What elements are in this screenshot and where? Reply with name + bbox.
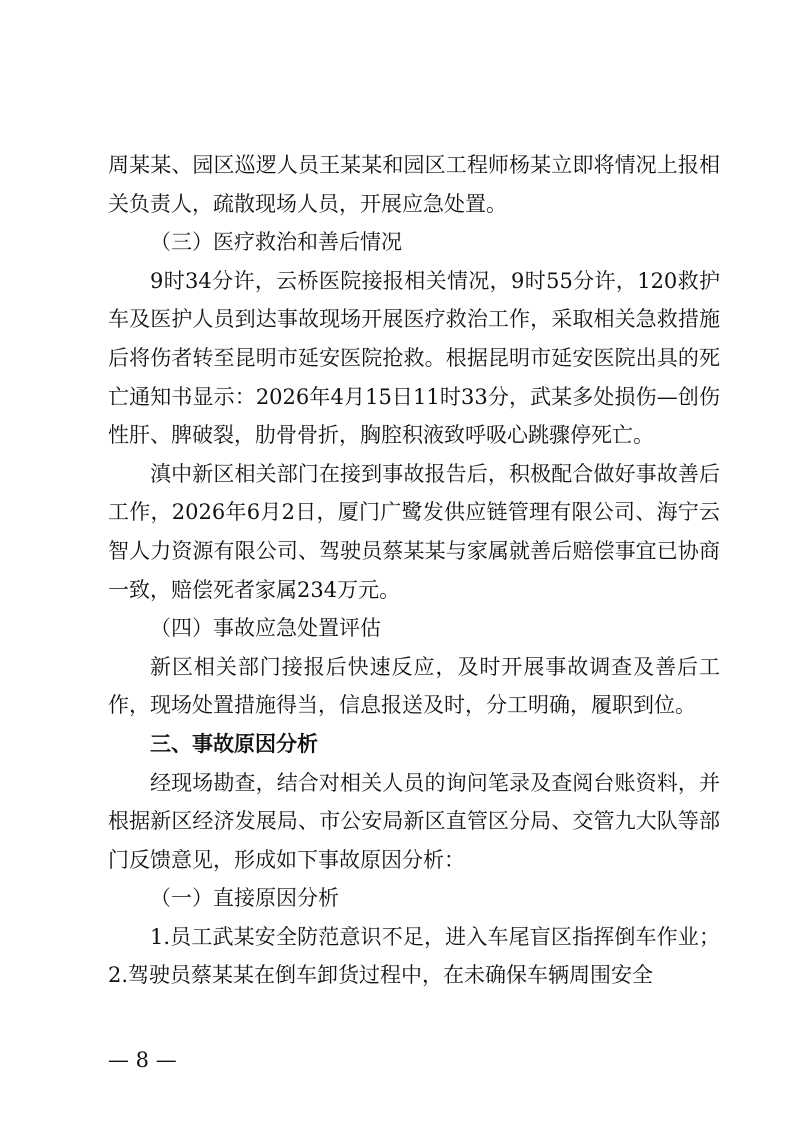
- paragraph-aftermath: 滇中新区相关部门在接到事故报告后，积极配合做好事故善后工作，2026年6月2日，厦门广鹭发供应链管理有限公司、海宁云智人力资源有限公司、驾驶员蔡某某与家属就善后赔偿事宜已协商一致，赔偿死者家属234万元。: [108, 461, 720, 602]
- page-number: — 8 —: [108, 1048, 177, 1072]
- paragraph-cause-analysis: 经现场勘查，结合对相关人员的询问笔录及查阅台账资料，并根据新区经济发展局、市公安局新区直管区分局、交管九大队等部门反馈意见，形成如下事故原因分析：: [108, 770, 720, 872]
- heading-cause-analysis: 三、事故原因分析: [150, 730, 318, 756]
- paragraph-continuation: 周某某、园区巡逻人员王某某和园区工程师杨某立即将情况上报相关负责人，疏散现场人员，开展应急处置。: [108, 153, 720, 216]
- paragraph-emergency-evaluation: 新区相关部门接报后快速反应，及时开展事故调查及善后工作，现场处置措施得当，信息报送及时，分工明确，履职到位。: [108, 654, 720, 718]
- paragraph-direct-cause: 1.员工武某安全防范意识不足，进入车尾盲区指挥倒车作业；2.驾驶员蔡某某在倒车卸货过程中，在未确保车辆周围安全: [108, 924, 720, 988]
- subheading-emergency-evaluation: （四）事故应急处置评估: [150, 616, 381, 641]
- subheading-direct-cause: （一）直接原因分析: [150, 886, 339, 911]
- subheading-medical-treatment: （三）医疗救治和善后情况: [150, 230, 402, 255]
- document-body: [108, 146, 720, 995]
- paragraph-medical-treatment: 9时34分许，云桥医院接报相关情况，9时55分许，120救护车及医护人员到达事故现场开展医疗救治工作，采取相关急救措施后将伤者转至昆明市延安医院抢救。根据昆明市延安医院出具的死亡通知书显示：2026年4月15日11时33分，武某多处损伤—创伤性肝、脾破裂，肋骨骨折，胸腔积液致呼吸心跳骤停死亡。: [108, 268, 720, 448]
